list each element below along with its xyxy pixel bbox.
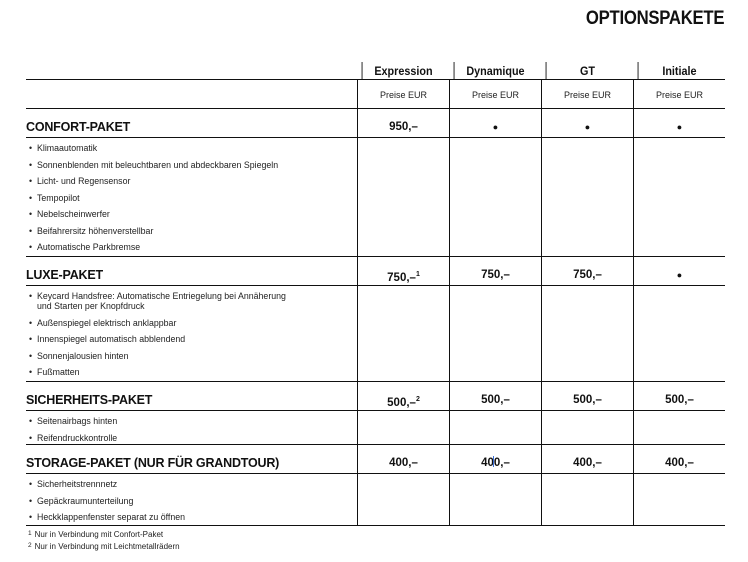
item-text: Tempopilot [37,192,80,203]
empty-cell [357,411,449,444]
price-value: 500,– [387,397,416,409]
price-cell [357,445,449,473]
package-header-row [26,109,725,138]
footnote-ref: 1 [415,271,420,278]
list-item [26,242,357,252]
bullet-icon: • [29,416,33,426]
package-items-row [26,286,725,382]
bullet-icon: • [29,192,33,203]
price-value: 400,– [665,457,694,469]
empty-cell [357,286,449,381]
options-table [26,62,725,526]
included-bullet-icon: ● [492,122,499,132]
bullet-icon: • [29,242,33,252]
price-label: Preise EUR [449,80,541,108]
package-items [26,411,357,444]
package-items [26,138,357,256]
price-cell [449,445,541,473]
bullet-icon: • [29,317,33,328]
bullet-icon: • [29,495,33,506]
item-text: Beifahrersitz höhenverstellbar [37,225,154,236]
empty-cell [449,286,541,381]
item-text: Sonnenblenden mit beleuchtbaren und abdeckbaren Spiegeln [37,159,279,170]
price-label: Preise EUR [541,80,633,108]
bullet-icon: • [29,291,33,301]
bullet-icon: • [29,176,33,186]
price-cell [357,382,449,410]
item-text-continued: und Starten per Knopfdruck [37,301,145,311]
price-value: 750,– [573,269,602,281]
bullet-icon: • [29,479,33,489]
package-header-row [26,445,725,474]
empty-cell [633,286,725,381]
bullet-icon: • [29,209,33,219]
list-item [26,512,357,522]
footnote-number: 1 [28,530,32,537]
column-header-gt: GT [546,62,629,79]
package-items [26,286,357,381]
package-items-row [26,138,725,257]
footnote-ref: 2 [415,396,420,403]
empty-cell [633,411,725,444]
list-item [26,143,357,153]
page-title: OPTIONSPAKETE [585,8,724,29]
bullet-icon: • [29,367,33,377]
price-value: 400,– [573,457,602,469]
bullet-icon: • [29,143,33,153]
bullet-icon: • [29,225,33,236]
price-value: 950,– [389,121,418,133]
item-text: Gepäckraumunterteilung [37,495,134,506]
empty-cell [541,138,633,256]
included-bullet-icon: ● [676,122,683,132]
package-name: STORAGE-PAKET (NUR FÜR GRANDTOUR) [26,456,280,470]
empty-cell [449,474,541,525]
list-item [26,433,357,443]
price-cell [449,382,541,410]
bullet-icon: • [29,159,33,170]
price-cell [633,382,725,410]
price-cell [449,109,541,137]
footnote-number: 2 [28,542,32,549]
package-header-row [26,257,725,286]
price-cell [357,257,449,285]
item-text: Außenspiegel elektrisch anklappbar [37,317,177,328]
list-item [26,176,357,186]
price-cell [449,257,541,285]
list-item [26,318,357,328]
list-item [26,160,357,170]
price-cell [357,109,449,137]
item-text: Klimaautomatik [37,143,98,153]
empty-cell [633,138,725,256]
price-cell [541,109,633,137]
price-cell [541,257,633,285]
price-value: 750,– [481,269,510,281]
price-cell [541,445,633,473]
package-name: LUXE-PAKET [26,268,103,282]
empty-cell [541,286,633,381]
item-text: Reifendruckkontrolle [37,432,118,443]
empty-cell [449,138,541,256]
price-cell [541,382,633,410]
footnote [28,542,180,551]
package-name: CONFORT-PAKET [26,120,131,134]
item-text: Sonnenjalousien hinten [37,350,129,361]
list-item [26,226,357,236]
price-value: 400,– [389,457,418,469]
price-cell [633,109,725,137]
item-text: Automatische Parkbremse [37,242,141,252]
package-header-row [26,382,725,411]
price-cell [633,257,725,285]
price-value: 500,– [481,394,510,406]
list-item [26,367,357,377]
price-label: Preise EUR [633,80,725,108]
footnote-text: Nur in Verbindung mit Confort-Paket [34,530,164,539]
package-name: SICHERHEITS-PAKET [26,393,153,407]
item-text: Innenspiegel automatisch abblendend [37,334,186,344]
empty-cell [633,474,725,525]
included-bullet-icon: ● [584,122,591,132]
item-text: Keycard Handsfree: Automatische Entriegelung bei Annäherung [37,291,286,301]
price-value [481,457,510,469]
price-value: 500,– [573,394,602,406]
package-items [26,474,357,525]
empty-cell [357,138,449,256]
list-item [26,291,357,311]
list-item [26,209,357,219]
footnote-text: Nur in Verbindung mit Leichtmetallrädern [34,542,180,551]
column-header-dynamique: Dynamique [454,62,537,79]
price-part: 0,– [493,457,510,469]
list-item [26,193,357,203]
column-header-expression: Expression [362,62,445,79]
list-item [26,334,357,344]
footnote [28,530,163,539]
price-value: 750,– [387,272,416,284]
price-value: 500,– [665,394,694,406]
list-item [26,416,357,426]
price-label: Preise EUR [357,80,449,108]
empty-cell [541,474,633,525]
list-item [26,479,357,489]
bullet-icon: • [29,432,33,443]
empty-cell [357,474,449,525]
item-text: Sicherheitstrennnetz [37,479,118,489]
list-item [26,351,357,361]
empty-cell [541,411,633,444]
price-cell [633,445,725,473]
bullet-icon: • [29,334,33,344]
item-text: Nebelscheinwerfer [37,209,110,219]
list-item [26,496,357,506]
bullet-icon: • [29,350,33,361]
package-items-row [26,474,725,526]
empty-cell [449,411,541,444]
bullet-icon: • [29,512,33,522]
price-label-row [26,80,725,109]
column-header-row [26,62,725,80]
price-part: 40 [481,457,494,469]
included-bullet-icon: ● [676,270,683,280]
item-text: Fußmatten [37,367,80,377]
item-text: Licht- und Regensensor [37,176,131,186]
column-header-initiale: Initiale [638,62,721,79]
package-items-row [26,411,725,445]
item-text: Heckklappenfenster separat zu öffnen [37,512,186,522]
item-text: Seitenairbags hinten [37,416,118,426]
